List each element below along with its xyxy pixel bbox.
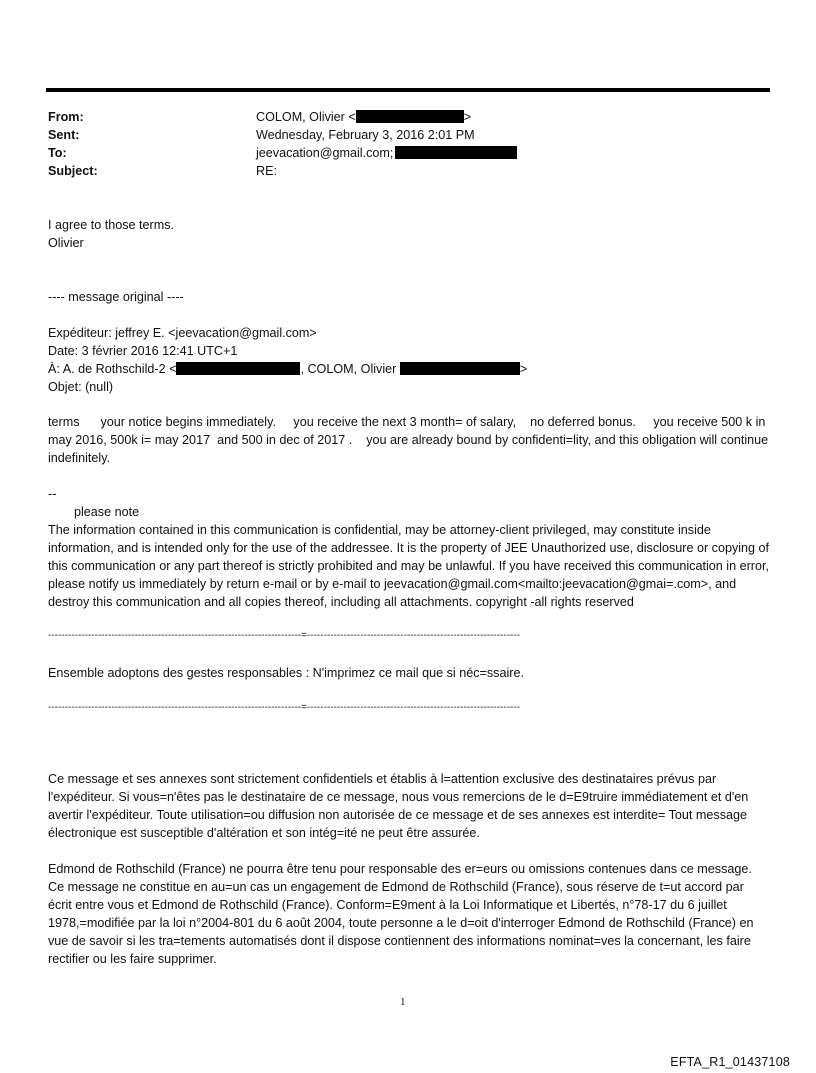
legal-paragraph-2: Edmond de Rothschild (France) ne pourra être tenu pour responsable des er=eurs ou omissions contenues dans ce message. Ce message ne constitue en au=un cas un engagement de Edmond de Rothschild (France), sous réserve de t=ut accord par écrit entre vous et Edmond de Rothschild (France). Conform=E9ment à la Loi Informatique et Libertés, n°78-17 du 6 juillet 1978,=modifiée par la loi n°2004-801 du 6 août 2004, toute personne a le d=oit d'interroger Edmond de Rothschild (France) en vue de savoir si les tra=tements automatisés dont il dispose contiennent des informations nominat=ves la concernant, les faire rectifier ou les faire supprimer. [48,862,754,966]
top-rule [46,88,770,92]
ensemble-line: Ensemble adoptons des gestes responsables : N'imprimez ce mail que si néc=ssaire. [48,666,524,680]
signature-block [48,485,770,611]
original-to-middle: , COLOM, Olivier [300,362,397,376]
original-to [48,360,770,378]
original-sender: Expéditeur: jeffrey E. <jeevacation@gmail.com> [48,326,317,340]
sent-value: Wednesday, February 3, 2016 2:01 PM [256,128,475,142]
to-value [256,144,517,162]
bates-number: EFTA_R1_01437108 [670,1055,790,1069]
from-end: > [463,110,472,124]
to-label: To: [48,146,67,160]
original-divider: ---- message original ---- [48,290,184,304]
original-to-prefix: À: A. de Rothschild-2 < [48,362,177,376]
email-header [48,108,748,180]
sent-row [48,126,748,144]
original-to-end: > [519,362,528,376]
reply-line-1: I agree to those terms. [48,218,174,232]
from-row [48,108,748,126]
signature-separator: -- [48,487,57,501]
please-note: please note [74,505,140,519]
reply-body [48,216,770,252]
redaction-box [176,362,300,375]
to-address: jeevacation@gmail.com; [256,146,394,160]
to-row [48,144,748,162]
redaction-box [400,362,520,375]
reply-line-2: Olivier [48,236,84,250]
original-date: Date: 3 février 2016 12:41 UTC+1 [48,344,238,358]
original-subject: Objet: (null) [48,380,114,394]
dash-separator: ----------------------------------------------------------------------------=---------------------------------------------------------------- [48,702,521,713]
redaction-box [395,146,517,159]
from-label: From: [48,110,84,124]
dash-separator: ----------------------------------------------------------------------------=---------------------------------------------------------------- [48,630,521,641]
subject-value: RE: [256,164,277,178]
from-value [256,108,471,126]
disclaimer-text: The information contained in this communication is confidential, may be attorney-client privileged, may constitute inside information, and is intended only for the use of the addressee. It is the property of JEE Unauthorized use, disclosure or copying of this communication or any part thereof is strictly prohibited and may be unlawful. If you have received this communication in error, please notify us immediately by return e-mail or by e-mail to jeevacation@gmail.com<mailto:jeevacation@gmai=.com>, and destroy this communication and all copies thereof, including all attachments. copyright -all rights reserved [48,523,770,609]
redaction-box [356,110,464,123]
subject-row [48,162,748,180]
original-header [48,324,770,396]
page-number: 1 [400,996,406,1008]
original-body: terms your notice begins immediately. you receive the next 3 month= of salary, no deferred bonus. you receive 500 k in may 2016, 500k i= may 2017 and 500 in dec of 2017 . you are already bound by confidenti=lity, and this obligation will continue indefinitely. [48,415,772,465]
sent-label: Sent: [48,128,80,142]
from-name: COLOM, Olivier < [256,110,356,124]
legal-paragraph-1: Ce message et ses annexes sont strictement confidentiels et établis à l=attention exclusive des destinataires prévus par l'expéditeur. Si vous=n'êtes pas le destinataire de ce message, nous vous remercions de le d=E9truire immédiatement et d'en avertir l'expéditeur. Toute utilisation=ou diffusion non autorisée de ce message et de ses annexes est interdite= Tout message électronique est susceptible d'altération et son intég=ité ne peut être assurée. [48,772,749,840]
subject-label: Subject: [48,164,98,178]
